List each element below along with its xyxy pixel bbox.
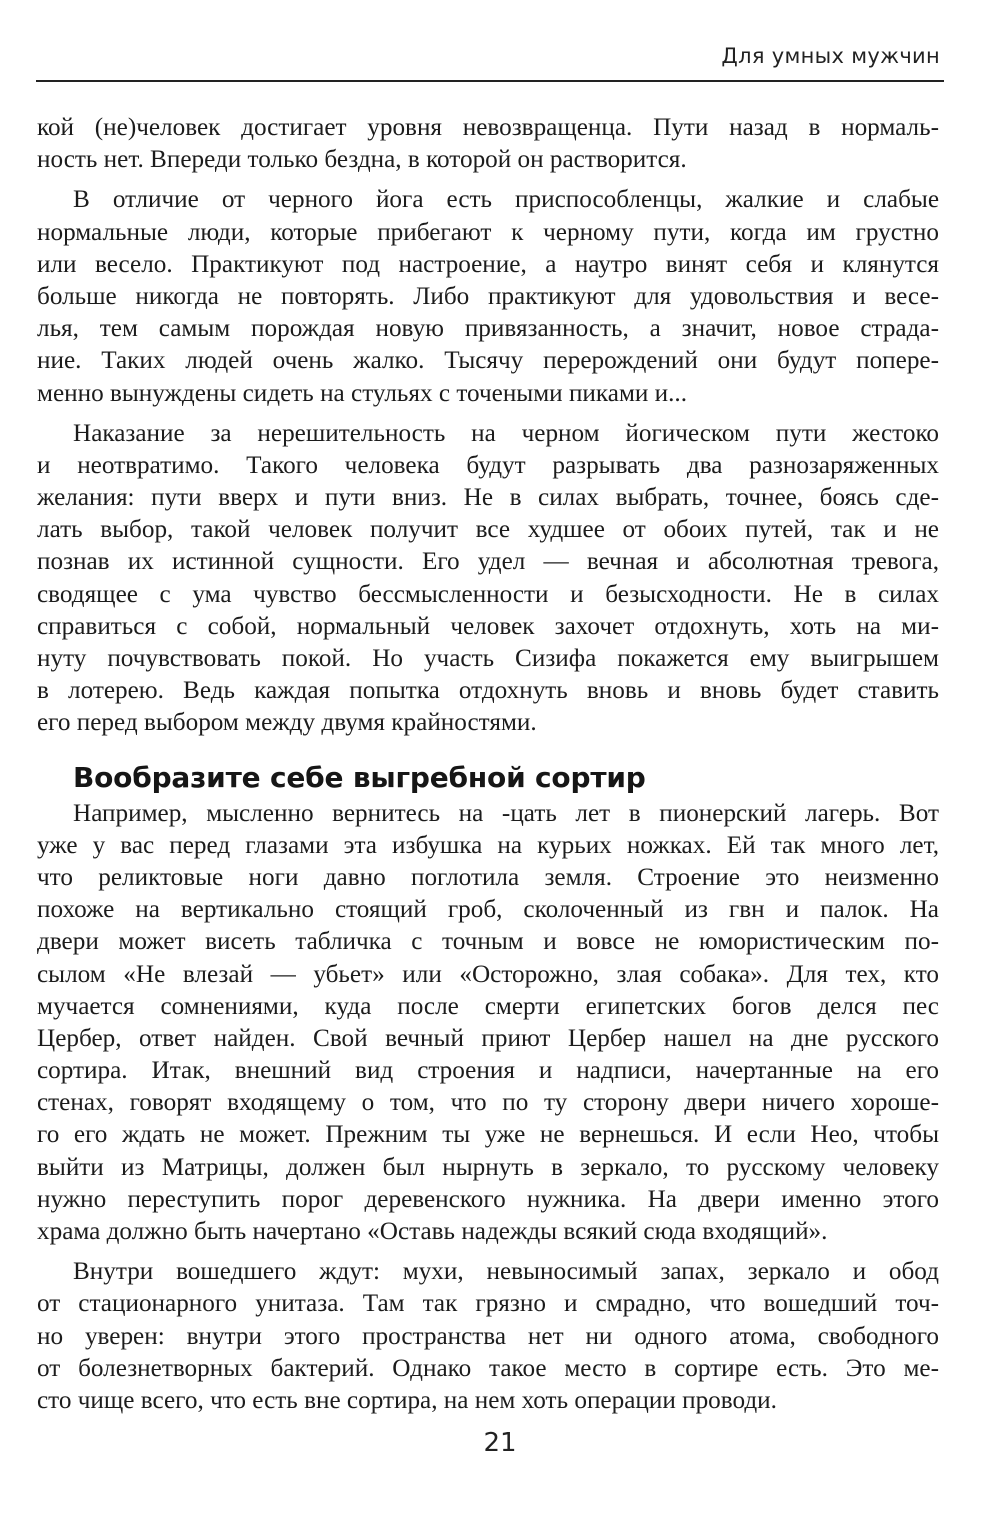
text-line: желания: пути вверх и пути вниз. Не в силах выбрать, точнее, боясь сде- [37, 484, 939, 512]
paragraph [37, 798, 939, 1249]
text-line: сто чище всего, что есть вне сортира, на нем хоть операции проводи. [37, 1386, 777, 1414]
text-line: от стационарного унитаза. Там так грязно и смрадно, что вошедший точ- [37, 1290, 939, 1318]
paragraph [37, 112, 939, 176]
paragraphs-before-heading [37, 112, 939, 740]
text-line: от болезнетворных бактерий. Однако такое место в сортире есть. Это ме- [37, 1354, 939, 1382]
text-line: мучается сомнениями, куда после смерти египетских богов делся пес [37, 992, 939, 1020]
paragraph [37, 1256, 939, 1417]
text-line: выйти из Матрицы, должен был нырнуть в зеркало, то русскому человеку [37, 1153, 939, 1181]
text-line: менно вынуждены сидеть на стульях с точеными пиками и... [37, 379, 688, 407]
text-line: Например, мысленно вернитесь на -цать лет в пионерский лагерь. Вот [73, 799, 939, 827]
paragraph-gap [37, 176, 939, 184]
paragraph-gap [37, 1248, 939, 1256]
body-text [37, 112, 939, 1417]
text-line: нормальные люди, которые прибегают к черному пути, когда им грустно [37, 218, 939, 246]
text-line: ность нет. Впереди только бездна, в которой он растворится. [37, 146, 687, 174]
text-line: но уверен: внутри этого пространства нет ни одного атома, свободного [37, 1322, 939, 1350]
text-line: что реликтовые ноги давно поглотила земля. Строение это неизменно [37, 863, 939, 891]
text-line: его перед выбором между двумя крайностями. [37, 709, 537, 737]
text-line: двери может висеть табличка с точным и вовсе не юмористическим по- [37, 928, 939, 956]
text-line: больше никогда не повторять. Либо практикуют для удовольствия и весе- [37, 282, 939, 310]
text-line: ние. Таких людей очень жалко. Тысячу перерождений они будут попере- [37, 347, 939, 375]
text-line: Цербер, ответ найден. Свой вечный приют Цербер нашел на дне русского [37, 1024, 939, 1052]
page-number: 21 [483, 1428, 517, 1458]
text-line: нужно переступить порог деревенского нужника. На двери именно этого [37, 1185, 939, 1213]
paragraph [37, 184, 939, 409]
text-line: кой (не)человек достигает уровня невозвращенца. Пути назад в нормаль- [37, 114, 939, 141]
text-line: сортира. Итак, внешний вид строения и надписи, начертанные на его [37, 1057, 939, 1085]
text-line: или весело. Практикуют под настроение, а наутро винят себя и клянутся [37, 250, 939, 278]
text-line: го его ждать не может. Прежним ты уже не вернешься. И если Нео, чтобы [37, 1121, 939, 1149]
text-line: Наказание за нерешительность на черном йогическом пути жестоко [73, 419, 939, 447]
text-line: лать выбор, такой человек получит все худшее от обоих путей, так и не [37, 516, 939, 544]
text-line: похоже на вертикально стоящий гроб, сколоченный из гвн и палок. На [37, 896, 939, 924]
text-line: лья, тем самым порождая новую привязанность, а значит, новое страда- [37, 315, 939, 343]
running-head: Для умных мужчин [721, 44, 940, 68]
text-line: Внутри вошедшего ждут: мухи, невыносимый запах, зеркало и обод [73, 1258, 939, 1286]
text-line: сводящее с ума чувство бессмысленности и безысходности. Не в силах [37, 580, 939, 608]
paragraph-gap [37, 410, 939, 418]
paragraph [37, 418, 939, 740]
paragraphs-after-heading [37, 798, 939, 1418]
text-line: уже у вас перед глазами эта избушка на курьих ножках. Ей так много лет, [37, 831, 939, 859]
text-line: нуту почувствовать покой. Но участь Сизифа покажется ему выигрышем [37, 645, 939, 672]
text-line: В отличие от черного йога есть приспособленцы, жалкие и слабые [73, 186, 939, 214]
section-heading: Вообразите себе выгребной сортир [73, 760, 646, 794]
text-line: и неотвратимо. Такого человека будут разрывать два разнозаряженных [37, 451, 939, 479]
text-line: храма должно быть начертано «Оставь надежды всякий сюда входящий». [37, 1218, 828, 1245]
text-line: сылом «Не влезай — убьет» или «Осторожно, злая собака». Для тех, кто [37, 960, 939, 988]
text-line: справиться с собой, нормальный человек захочет отдохнуть, хоть на ми- [37, 612, 939, 640]
header-rule [36, 80, 944, 82]
text-line: в лотерею. Ведь каждая попытка отдохнуть вновь и вновь будет ставить [37, 677, 939, 705]
text-line: познав их истинной сущности. Его удел — вечная и абсолютная тревога, [37, 548, 939, 576]
text-line: стенах, говорят входящему о том, что по ту сторону двери ничего хороше- [37, 1089, 939, 1117]
